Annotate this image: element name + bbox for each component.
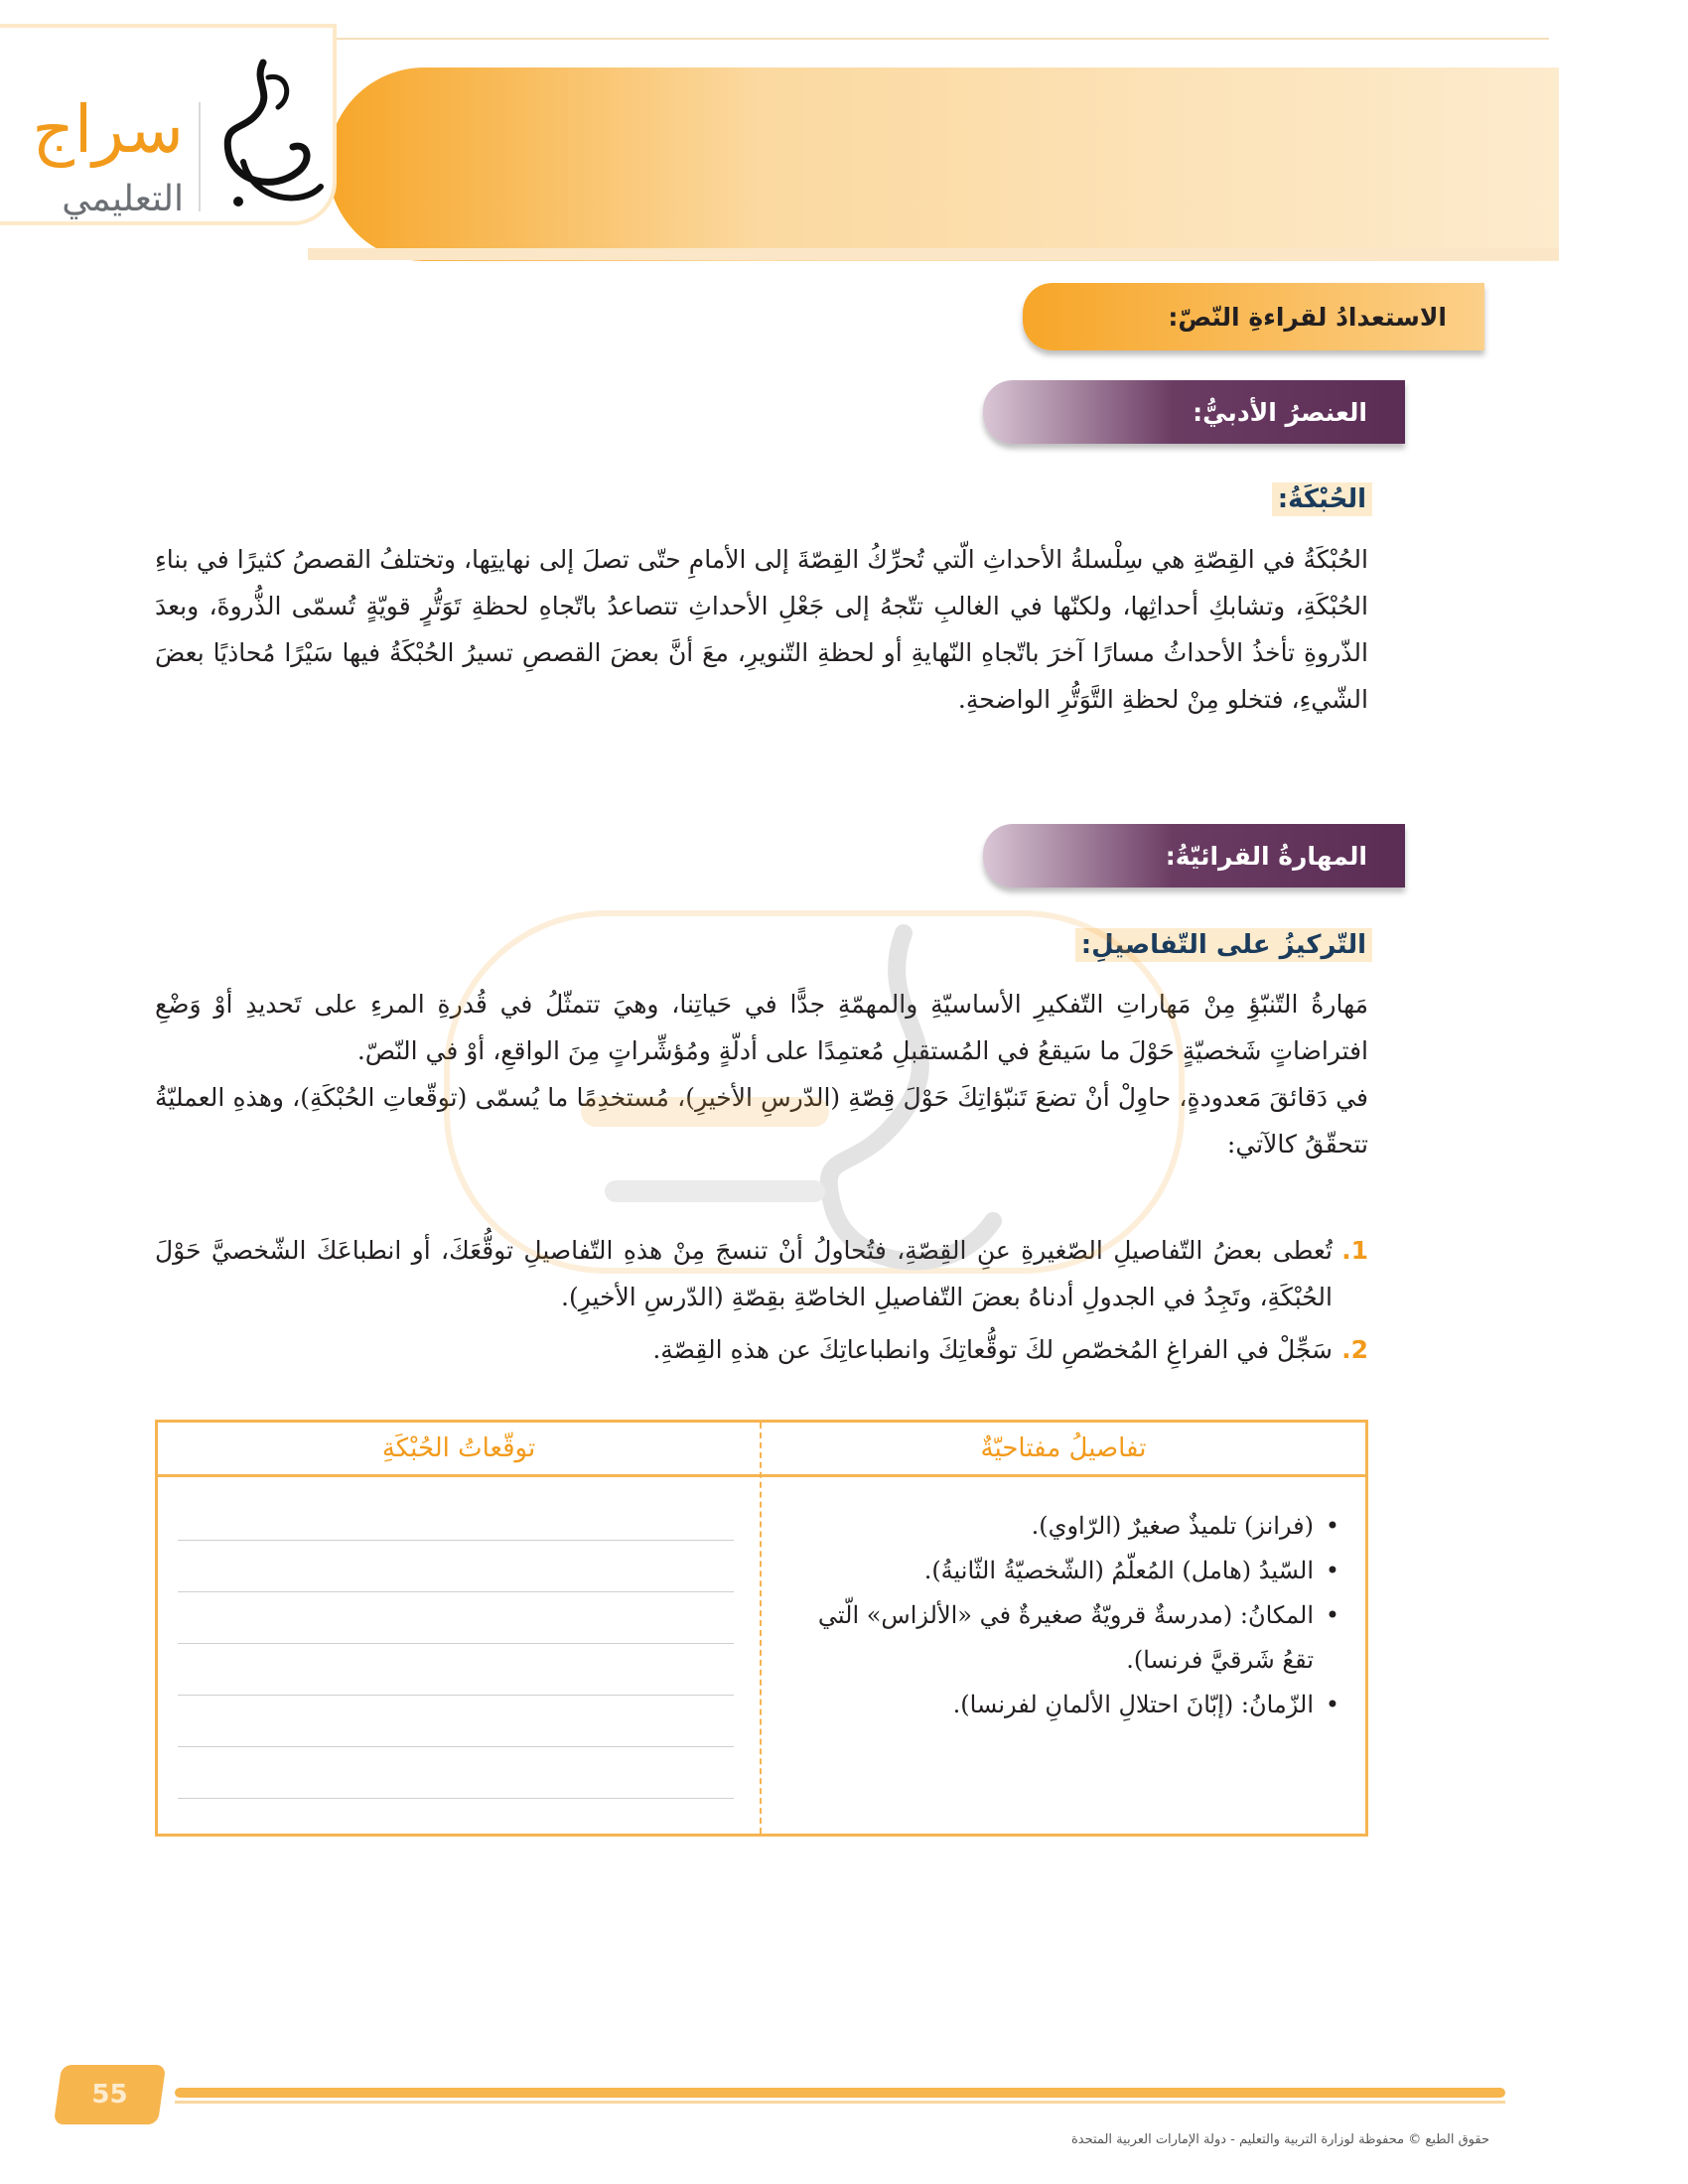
answer-line[interactable] <box>178 1643 734 1644</box>
step-number: 1. <box>1341 1236 1368 1265</box>
footer-rule <box>175 2101 1505 2104</box>
details-subheading: التّركيزُ على التّفاصيلِ: <box>1075 928 1372 962</box>
column-divider <box>760 1423 762 1834</box>
detail-item: • المكانُ: (مدرسةٌ قرويّةٌ صغيرةٌ في «الألزاس» الّتي تقعُ شَرقيَّ فرنسا). <box>783 1593 1339 1683</box>
logo-name-bottom: التعليمي <box>62 179 184 219</box>
footer-bar <box>175 2088 1505 2098</box>
details-subheading-wrap <box>1075 928 1372 962</box>
answer-line[interactable] <box>178 1798 734 1799</box>
logo <box>0 28 333 221</box>
skill-paragraph-1: مَهارةُ التّنبّؤِ مِنْ مَهاراتِ التّفكيرِ الأساسيّةِ والمهمّةِ جدًّا في حَياتِنا، وهيَ تتمثّلُ في قُدرةِ المرءِ على تَحديدِ أوْ وَضْعِ افتراضاتٍ شَخصيّةٍ حَوْلَ ما سَيقعُ في المُستقبلِ مُعتمِدًا على أدلّةٍ ومُؤشِّراتٍ مِنَ الواقعِ، أوْ في النّصّ. <box>155 990 1368 1065</box>
top-rule <box>298 38 1549 40</box>
plot-subheading-wrap <box>1272 482 1372 516</box>
answer-line[interactable] <box>178 1591 734 1592</box>
step-number: 2. <box>1341 1335 1368 1364</box>
answer-line[interactable] <box>178 1540 734 1541</box>
header-banner <box>328 68 1559 261</box>
detail-item: • السّيدُ (هامل) المُعلّمُ (الشّخصيّةُ الثّانيةُ). <box>783 1549 1339 1593</box>
step-text: سَجِّلْ في الفراغِ المُخصّصِ لكَ توقُّعاتِكَ وانطباعاتِكَ عن هذهِ القِصّةِ. <box>652 1335 1333 1364</box>
literary-element-heading: العنصرُ الأدبيُّ: <box>1193 397 1367 427</box>
skill-paragraph-2: في دَقائقَ مَعدودةٍ، حاوِلْ أنْ تضعَ تَنبّؤاتِكَ حَوْلَ قِصّةِ (الدّرسِ الأخيرِ)، مُستخدِمًا ما يُسمّى (توقّعاتِ الحُبْكَةِ)، وهذهِ العمليّةُ تتحقّقُ كالآتي: <box>155 1083 1368 1159</box>
steps-list <box>155 1227 1368 1373</box>
step-item <box>155 1326 1368 1373</box>
calligraphy-logo-icon <box>204 53 328 221</box>
header-banner-strip <box>308 248 1559 260</box>
literary-element-pill <box>983 380 1405 444</box>
copyright-text: حقوق الطبع © محفوظة لوزارة التربية والتعليم - دولة الإمارات العربية المتحدة <box>1070 2132 1489 2147</box>
column-header-predictions: توقّعاتُ الحُبْكَةِ <box>381 1433 536 1463</box>
reading-skill-pill <box>983 824 1405 887</box>
detail-item: • (فرانز) تلميذٌ صغيرٌ (الرّاوي). <box>783 1504 1339 1549</box>
plot-subheading: الحُبْكَةُ: <box>1272 482 1372 516</box>
step-item <box>155 1227 1368 1320</box>
step-text: تُعطى بعضُ التّفاصيلِ الصّغيرةِ عنِ القِصّةِ، فتُحاولُ أنْ تنسجَ مِنْ هذهِ التّفاصيلِ توقُّعَكَ، أو انطباعَكَ الشّخصيَّ حَوْلَ الحُبْكَةِ، وتَجِدُ في الجدولِ أدناهُ بعضَ التّفاصيلِ الخاصّةِ بقِصّةِ (الدّرسِ الأخيرِ). <box>155 1236 1333 1311</box>
answer-line[interactable] <box>178 1746 734 1747</box>
reading-skill-heading: المهارةُ القرائيّةُ: <box>1165 841 1367 871</box>
detail-item: • الزّمانُ: (إبّانَ احتلالِ الألمانِ لفرنسا). <box>783 1683 1339 1727</box>
section-title-pill <box>1023 283 1484 350</box>
logo-divider <box>199 102 201 211</box>
plot-predictions-table <box>155 1420 1368 1837</box>
answer-line[interactable] <box>178 1695 734 1696</box>
table-header-row <box>158 1423 1365 1477</box>
column-header-details: تفاصيلُ مفتاحيّةٌ <box>980 1433 1147 1463</box>
plot-paragraph: الحُبْكَةُ في القِصّةِ هي سِلْسلةُ الأحداثِ الّتي تُحرِّكُ القِصّةَ إلى الأمامِ حتّى تصلَ إلى نهايتِها، وتختلفُ القصصُ كثيرًا في بناءِ الحُبْكَةِ، وتشابكِ أحداثِها، ولكنّها في الغالبِ تتّجهُ إلى جَعْلِ الأحداثِ تتصاعدُ باتّجاهِ لحظةِ تَوَتُّرٍ قويّةٍ تُسمّى الذُّروةَ، وبعدَ الذّروةِ تأخذُ الأحداثُ مسارًا آخرَ باتّجاهِ النّهايةِ أو لحظةِ التّنويرِ، معَ أنَّ بعضَ القصصِ تسيرُ الحُبْكَةُ فيها سَيْرًا مُحاذيًا بعضَ الشّيءِ، فتخلو مِنْ لحظةِ التَّوَتُّرِ الواضحةِ. <box>155 545 1368 714</box>
section-title: الاستعدادُ لقراءةِ النّصّ: <box>1168 302 1447 332</box>
logo-name-top: سراج <box>32 91 184 168</box>
details-list <box>783 1504 1339 1727</box>
page-number: 55 <box>91 2080 128 2110</box>
